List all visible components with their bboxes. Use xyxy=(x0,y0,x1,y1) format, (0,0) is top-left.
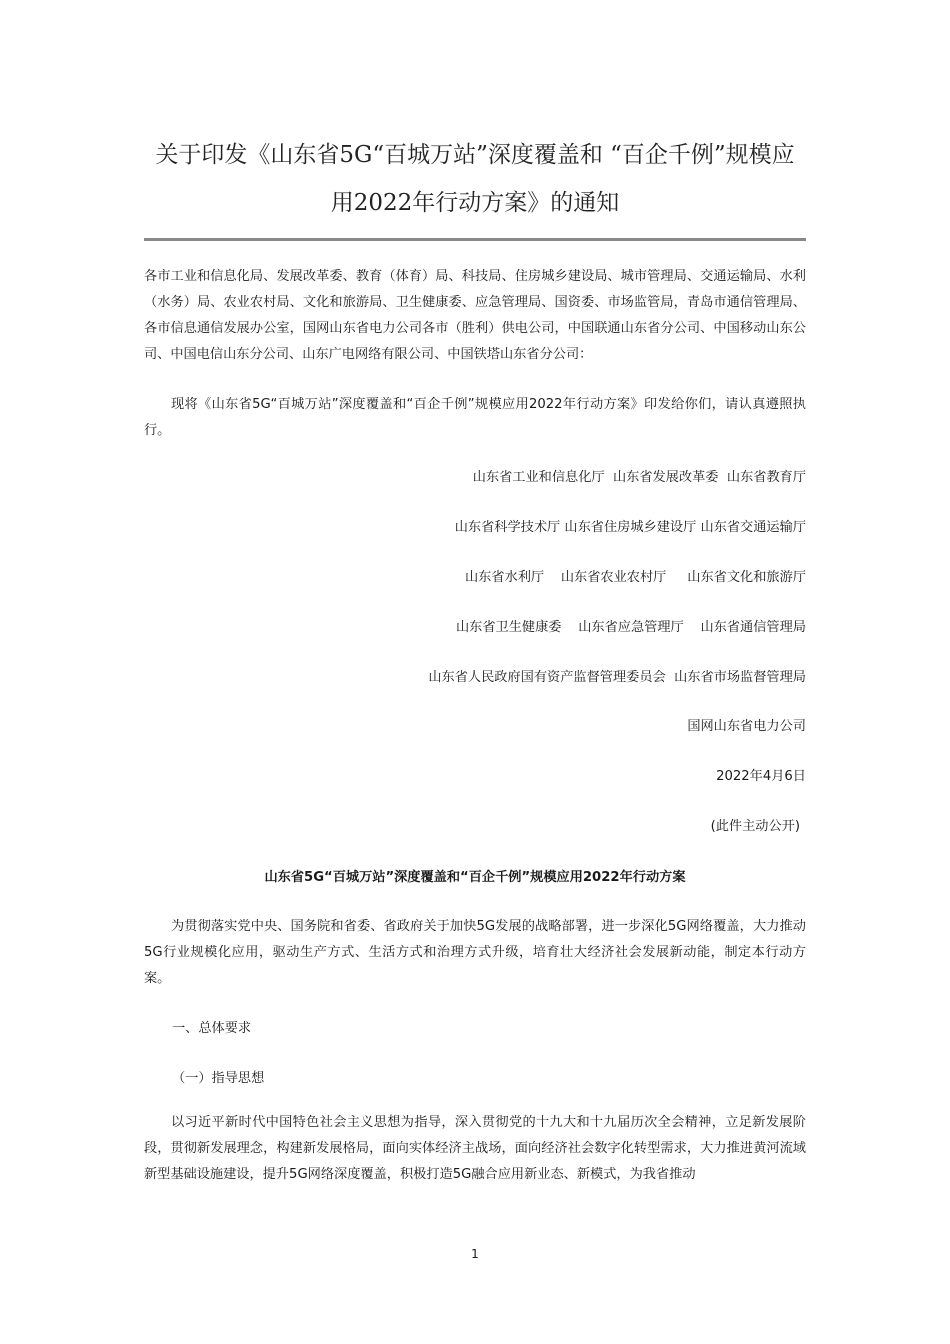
disclosure-note: (此件主动公开) xyxy=(710,819,800,834)
page-number: 1 xyxy=(471,1247,479,1261)
section-heading-1: 一、总体要求 xyxy=(172,1021,252,1036)
signatory-line-5: 山东省人民政府国有资产监督管理委员会 山东省市场监督管理局 xyxy=(428,670,806,685)
guiding-paragraph: 以习近平新时代中国特色社会主义思想为指导，深入贯彻党的十九大和十九届历次全会精神，立足新发展阶段，贯彻新发展理念，构建新发展格局，面向实体经济主战场，面向经济社会数字化转型需求，大力推进黄河流域新型基础设施建设，提升5G网络深度覆盖，积极打造5G融合应用新业态、新模式，为我省推动 xyxy=(144,1115,806,1182)
issue-date: 2022年4月6日 xyxy=(716,769,806,784)
signatory-line-2: 山东省科学技术厅 山东省住房城乡建设厅 山东省交通运输厅 xyxy=(454,520,806,535)
signatory-line-6: 国网山东省电力公司 xyxy=(687,719,806,734)
document-title-line-2: 用2022年行动方案》的通知 xyxy=(330,190,620,216)
title-divider xyxy=(144,238,806,241)
signatory-line-4: 山东省卫生健康委 山东省应急管理厅 山东省通信管理局 xyxy=(455,620,806,635)
notice-paragraph: 现将《山东省5G“百城万站”深度覆盖和“百企千例”规模应用2022年行动方案》印发给你们，请认真遵照执行。 xyxy=(144,397,806,438)
document-title-line-1: 关于印发《山东省5G“百城万站”深度覆盖和 “百企千例”规模应 xyxy=(155,142,795,168)
recipients-paragraph: 各市工业和信息化局、发展改革委、教育（体育）局、科技局、住房城乡建设局、城市管理局、交通运输局、水利（水务）局、农业农村局、文化和旅游局、卫生健康委、应急管理局、国资委、市场监管局，青岛市通信管理局、各市信息通信发展办公室，国网山东省电力公司各市（胜利）供电公司，中国联通山东省分公司、中国移动山东公司、中国电信山东分公司、山东广电网络有限公司、中国铁塔山东省分公司： xyxy=(144,269,806,362)
plan-title: 山东省5G“百城万站”深度覆盖和“百企千例”规模应用2022年行动方案 xyxy=(264,870,686,885)
signatory-line-1: 山东省工业和信息化厅 山东省发展改革委 山东省教育厅 xyxy=(472,470,806,485)
signatory-line-3: 山东省水利厅 山东省农业农村厅 山东省文化和旅游厅 xyxy=(464,570,806,585)
intro-paragraph: 为贯彻落实党中央、国务院和省委、省政府关于加快5G发展的战略部署，进一步深化5G网络覆盖，大力推动5G行业规模化应用，驱动生产方式、生活方式和治理方式升级，培育壮大经济社会发展新动能，制定本行动方案。 xyxy=(144,919,806,986)
subsection-heading-1: （一）指导思想 xyxy=(172,1071,265,1086)
